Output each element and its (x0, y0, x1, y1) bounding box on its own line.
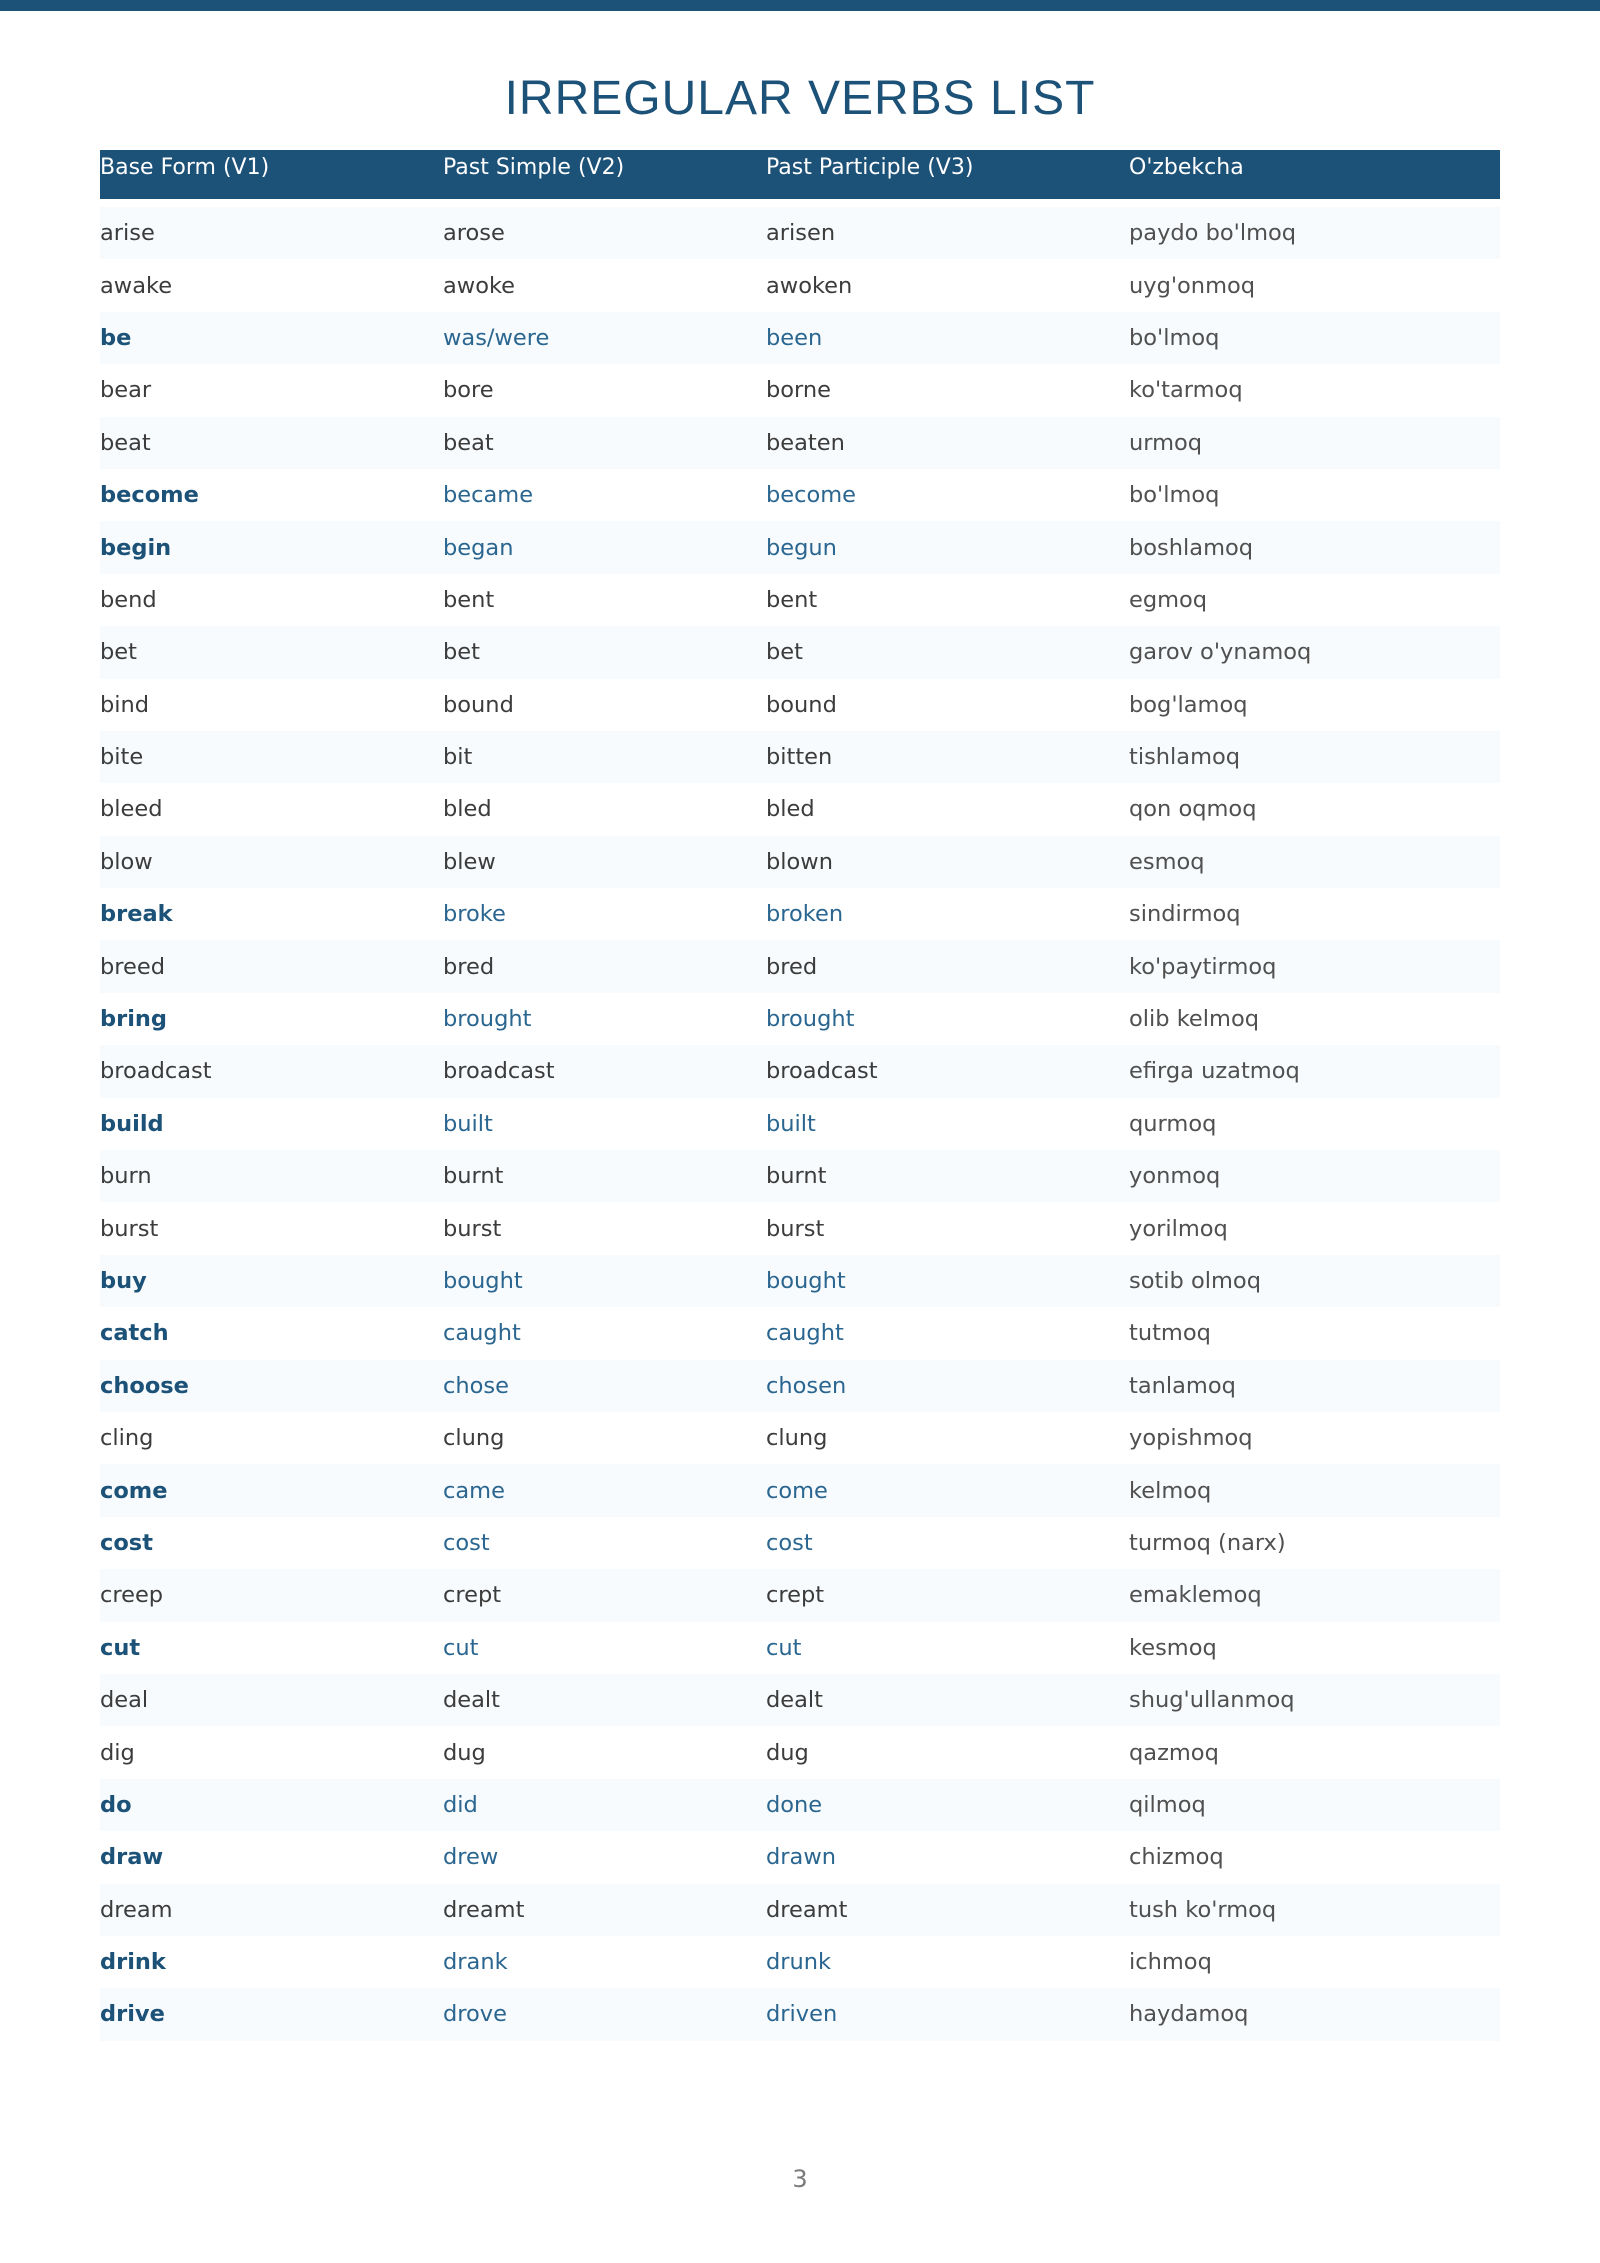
table-row (100, 1098, 1500, 1150)
verb-past-simple: bought (443, 1268, 523, 1294)
verb-base-form: bring (100, 1006, 168, 1033)
verb-uzbek-translation: yopishmoq (1129, 1425, 1253, 1452)
table-row (100, 1412, 1500, 1464)
table-row (100, 836, 1500, 888)
verb-past-participle: beaten (766, 429, 845, 456)
table-row (100, 1517, 1500, 1569)
verb-uzbek-translation: urmoq (1129, 429, 1203, 456)
verb-base-form: do (100, 1791, 132, 1818)
verb-past-participle: become (766, 482, 857, 509)
verb-uzbek-translation: egmoq (1129, 586, 1208, 613)
verb-base-form: bear (100, 377, 152, 404)
verb-past-simple: bled (443, 796, 492, 823)
verb-past-simple: bent (443, 586, 495, 613)
irregular-verbs-table (100, 150, 1500, 2041)
table-row (100, 731, 1500, 783)
table-row (100, 1936, 1500, 1988)
verb-past-simple: dug (443, 1739, 486, 1766)
verb-base-form: broadcast (100, 1058, 212, 1085)
table-row (100, 888, 1500, 940)
table-row (100, 1360, 1500, 1412)
verb-uzbek-translation: esmoq (1129, 848, 1205, 875)
verb-base-form: bind (100, 691, 150, 718)
verb-past-participle: dreamt (766, 1896, 848, 1923)
verb-uzbek-translation: efirga uzatmoq (1129, 1058, 1300, 1085)
verb-past-participle: bound (766, 691, 837, 718)
verb-past-simple: came (443, 1477, 505, 1504)
verb-uzbek-translation: kesmoq (1129, 1634, 1217, 1661)
verb-past-participle: bled (766, 796, 815, 823)
verb-past-simple: did (443, 1791, 478, 1818)
verb-past-simple: broke (443, 901, 506, 928)
verb-past-simple: cut (443, 1634, 479, 1661)
verb-past-simple: caught (443, 1320, 521, 1347)
verb-uzbek-translation: kelmoq (1129, 1477, 1212, 1504)
verb-past-participle: chosen (766, 1372, 847, 1399)
verb-base-form: burst (100, 1215, 159, 1242)
verb-past-participle: bred (766, 953, 818, 980)
verb-past-participle: burst (766, 1215, 825, 1242)
verb-past-participle: crept (766, 1582, 825, 1609)
verb-past-simple: bit (443, 744, 473, 771)
verb-uzbek-translation: chizmoq (1129, 1844, 1224, 1871)
verb-base-form: beat (100, 429, 151, 456)
verb-uzbek-translation: olib kelmoq (1129, 1006, 1259, 1033)
verb-past-simple: burst (443, 1215, 502, 1242)
verb-past-simple: bound (443, 691, 514, 718)
verb-uzbek-translation: emaklemoq (1129, 1582, 1262, 1609)
verb-past-simple: drew (443, 1844, 499, 1871)
table-row (100, 1307, 1500, 1359)
verb-base-form: choose (100, 1372, 189, 1399)
verb-uzbek-translation: tutmoq (1129, 1320, 1211, 1347)
verb-uzbek-translation: bog'lamoq (1129, 691, 1248, 718)
verb-past-participle: drawn (766, 1844, 836, 1871)
verb-uzbek-translation: bo'lmoq (1129, 324, 1220, 351)
verb-past-participle: built (766, 1110, 816, 1137)
table-row (100, 783, 1500, 835)
table-row (100, 1726, 1500, 1778)
verb-past-participle: bitten (766, 744, 833, 771)
verb-base-form: dream (100, 1896, 173, 1923)
verb-past-simple: became (443, 482, 534, 509)
verb-base-form: buy (100, 1268, 147, 1294)
verb-base-form: blow (100, 848, 153, 875)
table-row (100, 1464, 1500, 1516)
verb-past-simple: began (443, 534, 514, 561)
verb-base-form: bet (100, 639, 137, 666)
table-body (100, 199, 1500, 2041)
table-row (100, 1150, 1500, 1202)
table-row (100, 1569, 1500, 1621)
verb-base-form: creep (100, 1582, 164, 1609)
verb-past-simple: dealt (443, 1687, 500, 1714)
verb-uzbek-translation: ichmoq (1129, 1949, 1212, 1976)
verb-past-simple: awoke (443, 272, 516, 299)
verb-base-form: arise (100, 220, 155, 247)
verb-uzbek-translation: qurmoq (1129, 1110, 1217, 1137)
table-header-row (100, 150, 1500, 199)
verb-past-participle: blown (766, 848, 833, 875)
table-spacer (100, 199, 1500, 207)
verb-past-participle: been (766, 324, 823, 351)
verb-past-simple: was/were (443, 324, 550, 351)
verb-base-form: dig (100, 1739, 135, 1766)
verb-uzbek-translation: uyg'onmoq (1129, 272, 1256, 299)
table-row (100, 521, 1500, 573)
table-row (100, 1045, 1500, 1097)
verb-past-participle: dug (766, 1739, 809, 1766)
verb-past-participle: broadcast (766, 1058, 878, 1085)
table-row (100, 1779, 1500, 1831)
verb-base-form: drive (100, 2001, 165, 2028)
verb-past-participle: arisen (766, 220, 836, 247)
verb-uzbek-translation: bo'lmoq (1129, 482, 1220, 509)
verb-base-form: begin (100, 534, 172, 561)
verb-past-participle: cut (766, 1634, 802, 1661)
header-uzbek: O'zbekcha (1129, 155, 1244, 180)
verb-past-simple: beat (443, 429, 494, 456)
verb-base-form: cling (100, 1425, 154, 1452)
verb-past-participle: come (766, 1477, 828, 1504)
verb-uzbek-translation: paydo bo'lmoq (1129, 220, 1297, 247)
verb-past-simple: drove (443, 2001, 507, 2028)
verb-base-form: burn (100, 1163, 152, 1190)
verb-past-simple: burnt (443, 1163, 504, 1190)
header-past-participle: Past Participle (V3) (766, 155, 974, 180)
verb-past-simple: bred (443, 953, 495, 980)
verb-base-form: come (100, 1477, 168, 1504)
verb-past-participle: awoken (766, 272, 853, 299)
table-row (100, 207, 1500, 259)
verb-past-participle: borne (766, 377, 832, 404)
table-row (100, 1831, 1500, 1883)
verb-uzbek-translation: tishlamoq (1129, 744, 1241, 771)
verb-past-participle: bought (766, 1268, 846, 1294)
verb-base-form: bleed (100, 796, 163, 823)
verb-uzbek-translation: sotib olmoq (1129, 1268, 1261, 1294)
verb-past-participle: cost (766, 1529, 813, 1556)
table-row (100, 1622, 1500, 1674)
verb-past-participle: brought (766, 1006, 855, 1033)
verb-past-participle: done (766, 1791, 823, 1818)
verb-past-participle: clung (766, 1425, 828, 1452)
verb-past-simple: drank (443, 1949, 508, 1976)
verb-uzbek-translation: haydamoq (1129, 2001, 1249, 2028)
verb-base-form: break (100, 901, 173, 928)
verb-past-participle: drunk (766, 1949, 832, 1976)
table-row (100, 417, 1500, 469)
verb-base-form: deal (100, 1687, 149, 1714)
verb-past-simple: blew (443, 848, 496, 875)
page-number: 3 (792, 2165, 808, 2193)
top-accent-bar (0, 0, 1600, 11)
verb-past-simple: bore (443, 377, 494, 404)
verb-past-simple: bet (443, 639, 480, 666)
verb-past-participle: caught (766, 1320, 844, 1347)
table-row (100, 993, 1500, 1045)
table-row (100, 679, 1500, 731)
verb-past-participle: driven (766, 2001, 838, 2028)
table-row (100, 469, 1500, 521)
verb-past-simple: broadcast (443, 1058, 555, 1085)
verb-uzbek-translation: ko'tarmoq (1129, 377, 1243, 404)
table-row (100, 1674, 1500, 1726)
table-row (100, 574, 1500, 626)
verb-past-simple: clung (443, 1425, 505, 1452)
table-row (100, 259, 1500, 311)
table-row (100, 1988, 1500, 2040)
verb-base-form: become (100, 482, 199, 509)
verb-uzbek-translation: boshlamoq (1129, 534, 1254, 561)
verb-past-simple: built (443, 1110, 493, 1137)
verb-past-participle: broken (766, 901, 844, 928)
verb-base-form: cut (100, 1634, 141, 1661)
verb-past-simple: arose (443, 220, 505, 247)
verb-past-participle: burnt (766, 1163, 827, 1190)
table-row (100, 364, 1500, 416)
table-row (100, 1255, 1500, 1307)
verb-base-form: build (100, 1110, 164, 1137)
verb-past-participle: bent (766, 586, 818, 613)
verb-uzbek-translation: tanlamoq (1129, 1372, 1236, 1399)
table-header (100, 150, 1500, 199)
verb-past-simple: dreamt (443, 1896, 525, 1923)
header-base-form: Base Form (V1) (100, 155, 270, 180)
header-past-simple: Past Simple (V2) (443, 155, 625, 180)
verb-uzbek-translation: shug'ullanmoq (1129, 1687, 1295, 1714)
verb-uzbek-translation: qilmoq (1129, 1791, 1206, 1818)
verb-uzbek-translation: sindirmoq (1129, 901, 1241, 928)
verb-uzbek-translation: qazmoq (1129, 1739, 1219, 1766)
table-row (100, 626, 1500, 678)
verb-uzbek-translation: qon oqmoq (1129, 796, 1257, 823)
table-row (100, 312, 1500, 364)
verb-base-form: catch (100, 1320, 169, 1347)
verb-uzbek-translation: turmoq (narx) (1129, 1529, 1286, 1556)
table-row (100, 940, 1500, 992)
verb-past-participle: begun (766, 534, 837, 561)
table-row (100, 1202, 1500, 1254)
verb-past-simple: chose (443, 1372, 509, 1399)
verb-base-form: awake (100, 272, 173, 299)
verb-uzbek-translation: yonmoq (1129, 1163, 1221, 1190)
verb-base-form: bend (100, 586, 157, 613)
table-row (100, 1884, 1500, 1936)
verb-base-form: be (100, 324, 132, 351)
verb-base-form: bite (100, 744, 144, 771)
verb-past-participle: bet (766, 639, 803, 666)
verb-base-form: draw (100, 1844, 164, 1871)
verb-uzbek-translation: garov o'ynamoq (1129, 639, 1312, 666)
verb-base-form: cost (100, 1529, 153, 1556)
verb-past-participle: dealt (766, 1687, 823, 1714)
verb-past-simple: cost (443, 1529, 490, 1556)
verb-past-simple: crept (443, 1582, 502, 1609)
verb-uzbek-translation: tush ko'rmoq (1129, 1896, 1277, 1923)
verb-base-form: drink (100, 1949, 166, 1976)
page-title: IRREGULAR VERBS LIST (504, 72, 1096, 125)
verb-past-simple: brought (443, 1006, 532, 1033)
verb-uzbek-translation: ko'paytirmoq (1129, 953, 1277, 980)
verb-base-form: breed (100, 953, 166, 980)
verb-uzbek-translation: yorilmoq (1129, 1215, 1228, 1242)
